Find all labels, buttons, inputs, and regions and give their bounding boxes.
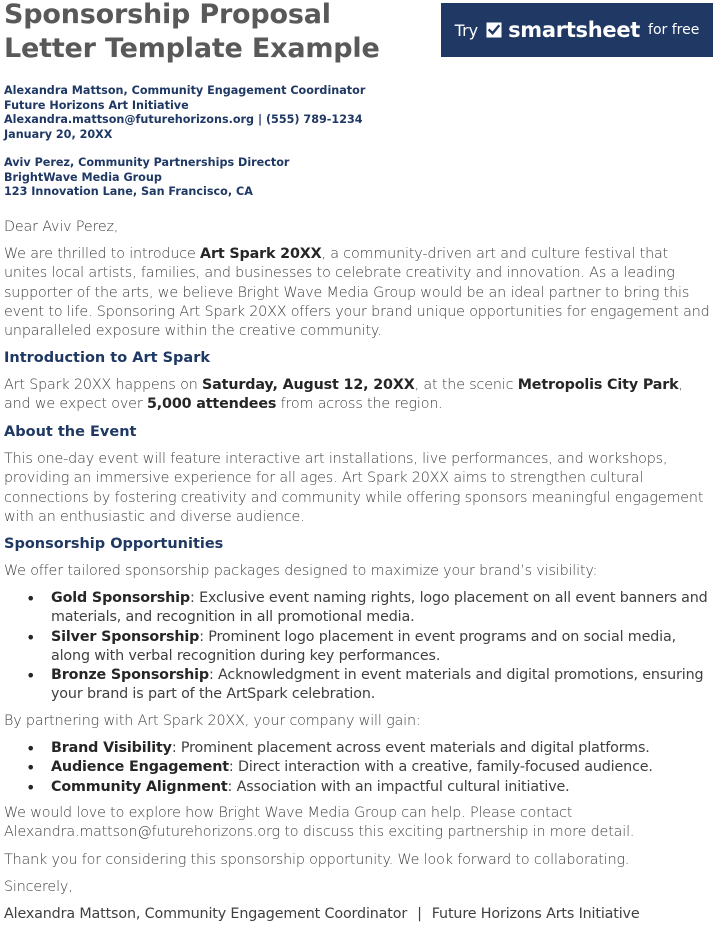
attendee-count: 5,000 attendees [146, 396, 277, 413]
sponsorship-packages-list [0, 589, 712, 705]
sender-block [4, 84, 365, 142]
list-item: • Community Alignment: Association with an impactful cultural initiative. [0, 778, 712, 797]
signature-organization: Future Horizons Arts Initiative [431, 906, 640, 922]
event-date: Saturday, August 12, 20XX [202, 377, 415, 393]
packages-lead: We offer tailored sponsorship packages designed to maximize your brand’s visibility: [4, 563, 598, 579]
list-item: • Audience Engagement: Direct interaction with a creative, family-focused audience. [0, 758, 712, 777]
try-smartsheet-button[interactable] [441, 3, 713, 57]
recipient-address: 123 Innovation Lane, San Francisco, CA [4, 185, 253, 198]
closing-contact-paragraph: We would love to explore how Bright Wave Media Group can help. Please contact Alexandra.mattson@futurehorizons.org to discuss this exciting partnership in more detail. [4, 805, 635, 841]
signature-line [4, 905, 640, 924]
recipient-name-title: Aviv Perez, Community Partnerships Director [4, 156, 290, 169]
heading-introduction: Introduction to Art Spark [4, 350, 210, 366]
checkmark-icon [486, 22, 502, 38]
closing-thanks: Thank you for considering this sponsorship opportunity. We look forward to collaborating. [4, 852, 630, 868]
page-title-line-2: Letter Template Example [4, 33, 380, 64]
cta-suffix-label: for free [648, 22, 700, 38]
cta-try-label: Try [454, 20, 479, 40]
recipient-block [4, 156, 289, 200]
event-venue: Metropolis City Park [517, 377, 679, 393]
list-item: • Gold Sponsorship: Exclusive event naming rights, logo placement on all event banners and materials, and recognition in all promotional media. [0, 589, 712, 628]
intro-paragraph: We are thrilled to introduce Art Spark 20XX, a community-driven art and culture festival that unites local artists, families, and businesses to celebrate creativity and innovation. As a leading supporter of the arts, we believe Bright Wave Media Group would be an ideal partner to bring this event to life. Sponsoring Art Spark 20XX offers your brand unique opportunities for engagement and unparalleled exposure within the creative community. [4, 246, 710, 340]
cta-brand-label: smartsheet [508, 18, 641, 42]
list-item: • Bronze Sponsorship: Acknowledgment in event materials and digital promotions, ensuring your brand is part of the ArtSpark celebration. [0, 666, 712, 705]
introduction-paragraph: Art Spark 20XX happens on Saturday, August 12, 20XX, at the scenic Metropolis City Park, and we expect over 5,000 attendees from across the region. [4, 377, 683, 413]
event-name: Art Spark 20XX [200, 246, 322, 262]
sender-contact: Alexandra.mattson@futurehorizons.org | (555) 789-1234 [4, 113, 363, 126]
list-item: • Brand Visibility: Prominent placement across event materials and digital platforms. [0, 739, 712, 758]
list-item: • Silver Sponsorship: Prominent logo placement in event programs and on social media, along with verbal recognition during key performances. [0, 628, 712, 667]
benefits-list [0, 739, 712, 797]
heading-about-event: About the Event [4, 424, 137, 440]
page-title [4, 0, 380, 66]
recipient-organization: BrightWave Media Group [4, 170, 162, 184]
benefits-lead: By partnering with Art Spark 20XX, your company will gain: [4, 713, 421, 729]
about-event-paragraph: This one-day event will feature interactive art installations, live performances, and workshops, providing an immersive experience for all ages. Art Spark 20XX aims to strengthen cultural connections by fostering creativity and community while offering sponsors meaningful engagement with an enthusiastic and diverse audience. [4, 451, 704, 525]
letter-date: January 20, 20XX [4, 127, 113, 141]
heading-sponsorship-opportunities: Sponsorship Opportunities [4, 536, 224, 552]
sender-organization: Future Horizons Art Initiative [4, 98, 189, 112]
page-title-line-1: Sponsorship Proposal [4, 0, 331, 30]
sender-name-title: Alexandra Mattson, Community Engagement Coordinator [4, 84, 366, 97]
signature-name-title: Alexandra Mattson, Community Engagement Coordinator [4, 906, 408, 922]
salutation: Dear Aviv Perez, [4, 219, 119, 235]
closing-signoff: Sincerely, [4, 879, 73, 895]
signature-separator: | [417, 906, 422, 922]
